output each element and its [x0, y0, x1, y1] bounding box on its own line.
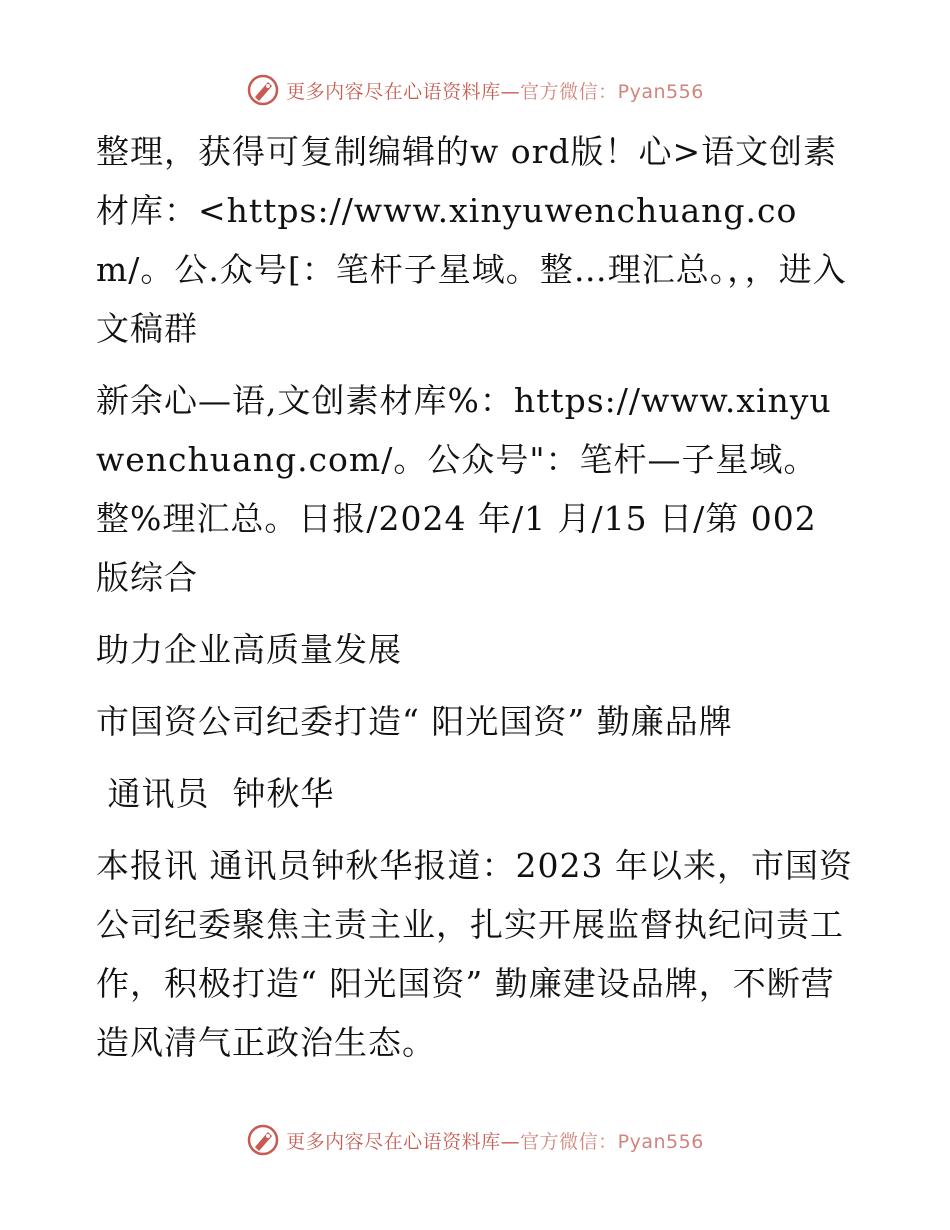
- watermark-wechat-text: 官方微信：Pyan556: [520, 80, 704, 103]
- pen-nib-circle-icon: [246, 73, 280, 107]
- article-headline: 市国资公司纪委打造“ 阳光国资” 勤廉品牌: [96, 702, 733, 741]
- article-kicker: 助力企业高质量发展: [96, 630, 402, 669]
- header-watermark-banner: [0, 70, 950, 110]
- watermark-text: [286, 77, 704, 104]
- pen-nib-circle-icon: [246, 1123, 280, 1157]
- footer-watermark-banner: [0, 1120, 950, 1160]
- watermark-wechat-text: 官方微信：Pyan556: [520, 1130, 704, 1153]
- watermark-text: [286, 1127, 704, 1154]
- article-byline: 通讯员 钟秋华: [96, 774, 335, 813]
- article-lead-paragraph: 本报讯 通讯员钟秋华报道：2023 年以来，市国资公司纪委聚焦主责主业，扎实开展监督执纪问责工作，积极打造“ 阳光国资” 勤廉建设品牌，不断营造风清气正政治生态。: [96, 846, 853, 1062]
- watermark-main-text: 更多内容尽在心语资料库—: [286, 1130, 521, 1153]
- intro-paragraph-2: 新余心—语,文创素材库%：https://www.xinyuwenchuang.com/。公众号"：笔杆—子星域。整%理汇总。日报/2024 年/1 月/15 日/第 002 版综合: [96, 381, 832, 597]
- intro-paragraph-1: 整理，获得可复制编辑的w ord版！心>语文创素材库：<https://www.xinyuwenchuang.com/。公.众号[：笔杆子星域。整…理汇总。，，进入文稿群: [96, 132, 847, 348]
- watermark-main-text: 更多内容尽在心语资料库—: [286, 80, 521, 103]
- document-body: [96, 122, 856, 1085]
